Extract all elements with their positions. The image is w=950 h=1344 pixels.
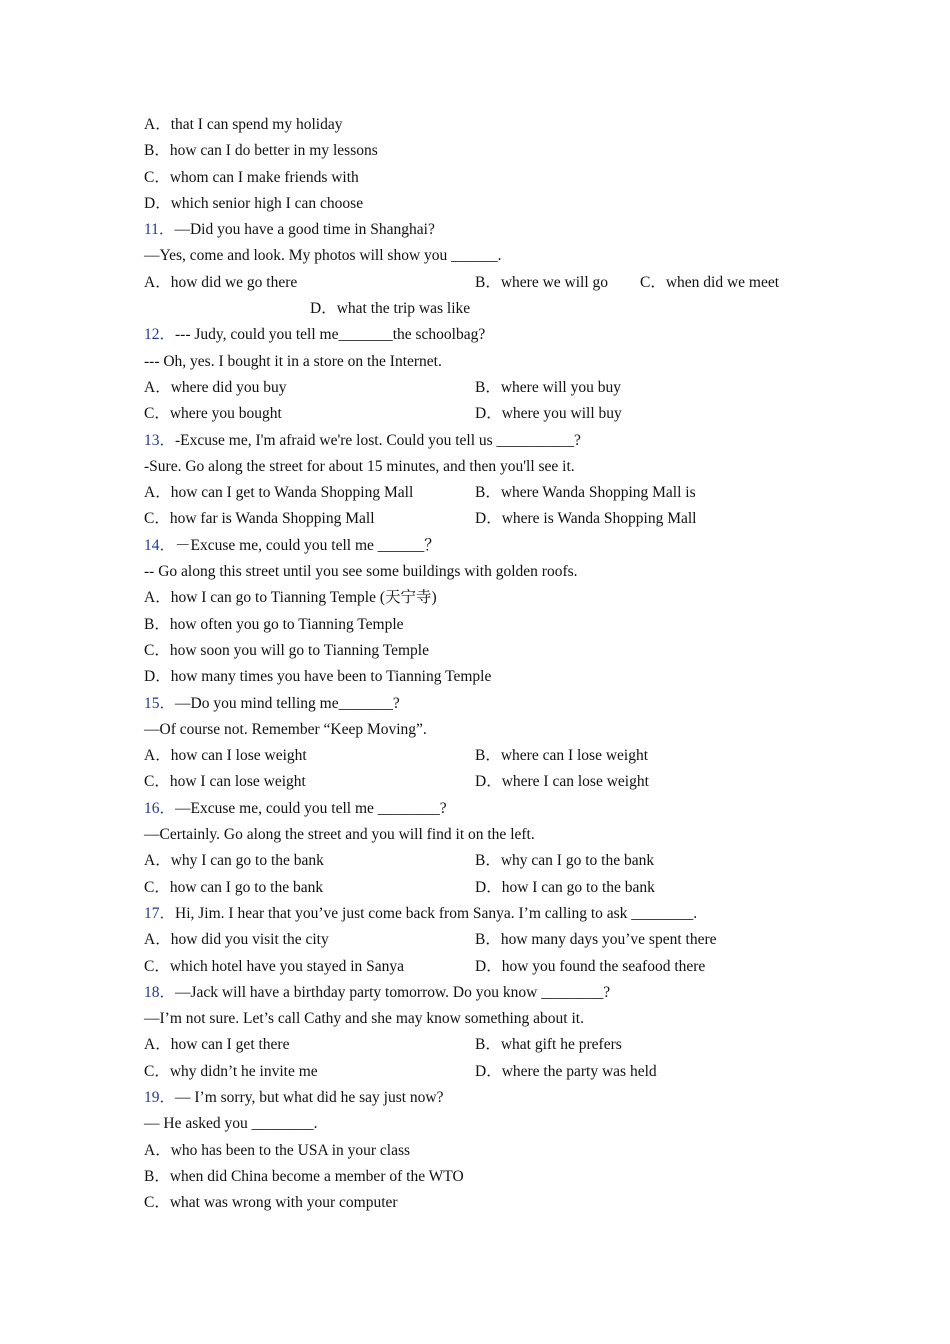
q11-option-b: B．where we will go [475,273,609,291]
q12-option-b: B．where will you buy [475,378,621,396]
q17-stem [144,901,824,927]
q13-option-d: D．where is Wanda Shopping Mall [475,510,697,528]
q13-options-row2 [144,506,824,532]
q13-option-a: A．how can I get to Wanda Shopping Mall [144,484,414,502]
q18-option-b: B．what gift he prefers [475,1036,622,1054]
q17-options-row2 [144,954,824,980]
q12-text: --- Judy, could you tell me_______the schoolbag? [175,326,486,344]
q16-option-b: B．why can I go to the bank [475,852,655,870]
q12-stem [144,322,824,348]
q18-text: —Jack will have a birthday party tomorrow. Do you know ________? [175,983,611,1001]
q14-text: －Excuse me, could you tell me ______？ [175,536,440,554]
q14-line2: -- Go along this street until you see some buildings with golden roofs. [144,563,578,581]
q12-option-c: C．where you bought [144,405,282,423]
q15-options-row2 [144,769,824,795]
q19-line2: — He asked you ________. [144,1115,318,1133]
q12-option-a: A．where did you buy [144,378,287,396]
q11-options-row [144,270,824,296]
q18-option-c: C．why didn’t he invite me [144,1062,318,1080]
q18-option-a: A．how can I get there [144,1036,290,1054]
q11-option-d: D．what the trip was like [310,300,471,318]
q18-line2: —I’m not sure. Let’s call Cathy and she may know something about it. [144,1010,584,1028]
q10-option-a: A．that I can spend my holiday [144,116,343,133]
q16-option-d: D．how I can go to the bank [475,878,655,896]
q14-option-c: C．how soon you will go to Tianning Temple [144,641,429,659]
q11-line2: —Yes, come and look. My photos will show you ______. [144,247,502,265]
q13-options-row1 [144,480,824,506]
q11-options-row2 [144,296,824,322]
q13-stem [144,428,824,454]
q16-options-row1 [144,848,824,874]
q14-option-b: B．how often you go to Tianning Temple [144,615,404,633]
q15-text: —Do you mind telling me_______? [175,694,400,712]
q11-option-a: A．how did we go there [144,273,298,291]
q19-text: — I’m sorry, but what did he say just now? [175,1088,444,1106]
q15-option-c: C．how I can lose weight [144,773,306,791]
q17-option-a: A．how did you visit the city [144,931,329,949]
q13-line2: -Sure. Go along the street for about 15 minutes, and then you'll see it. [144,457,575,475]
q12-options-row2 [144,401,824,427]
q15-stem [144,691,824,717]
q14-option-d: D．how many times you have been to Tianning Temple [144,668,492,686]
q15-number: 15． [144,694,176,712]
q16-stem [144,796,824,822]
q17-option-d: D．how you found the seafood there [475,957,706,975]
q10-option-c: C．whom can I make friends with [144,168,359,186]
q19-stem [144,1085,824,1111]
q17-options-row1 [144,927,824,953]
q17-option-b: B．how many days you’ve spent there [475,931,717,949]
q14-stem [144,533,824,559]
q12-options-row1 [144,375,824,401]
q11-option-c: C．when did we meet [640,273,780,291]
q11-stem [144,217,824,243]
q16-options-row2 [144,875,824,901]
q17-text: Hi, Jim. I hear that you’ve just come back from Sanya. I’m calling to ask ________. [175,904,698,922]
q15-options-row1 [144,743,824,769]
q16-option-a: A．why I can go to the bank [144,852,324,870]
q11-number: 11． [144,221,175,239]
q16-line2: —Certainly. Go along the street and you will find it on the left. [144,826,535,844]
q18-number: 18． [144,983,176,1001]
q13-option-c: C．how far is Wanda Shopping Mall [144,510,375,528]
q12-line2: --- Oh, yes. I bought it in a store on the Internet. [144,352,442,370]
q12-number: 12． [144,326,176,344]
q12-option-d: D．where you will buy [475,405,622,423]
q10-option-b: B．how can I do better in my lessons [144,142,378,160]
q13-text: -Excuse me, I'm afraid we're lost. Could you tell us __________? [175,431,581,449]
q18-stem [144,980,824,1006]
q11-text: —Did you have a good time in Shanghai? [174,221,435,239]
q16-number: 16． [144,799,176,817]
q15-option-b: B．where can I lose weight [475,747,649,765]
q18-options-row2 [144,1059,824,1085]
q18-option-d: D．where the party was held [475,1062,657,1080]
q19-option-c: C．what was wrong with your computer [144,1194,398,1212]
q15-option-d: D．where I can lose weight [475,773,649,791]
q17-number: 17． [144,904,176,922]
q13-number: 13． [144,431,176,449]
q17-option-c: C．which hotel have you stayed in Sanya [144,957,405,975]
q16-option-c: C．how can I go to the bank [144,878,324,896]
q15-option-a: A．how can I lose weight [144,747,307,765]
q14-option-a: A．how I can go to Tianning Temple (天宁寺) [144,589,437,607]
q15-line2: —Of course not. Remember “Keep Moving”. [144,720,427,738]
q19-option-b: B．when did China become a member of the WTO [144,1167,464,1185]
worksheet-page [144,112,824,1216]
q10-option-d: D．which senior high I can choose [144,194,364,212]
q14-number: 14． [144,536,176,554]
q18-options-row1 [144,1032,824,1058]
q19-number: 19． [144,1088,176,1106]
q19-option-a: A．who has been to the USA in your class [144,1141,411,1159]
q13-option-b: B．where Wanda Shopping Mall is [475,484,696,502]
q16-text: —Excuse me, could you tell me ________? [175,799,447,817]
